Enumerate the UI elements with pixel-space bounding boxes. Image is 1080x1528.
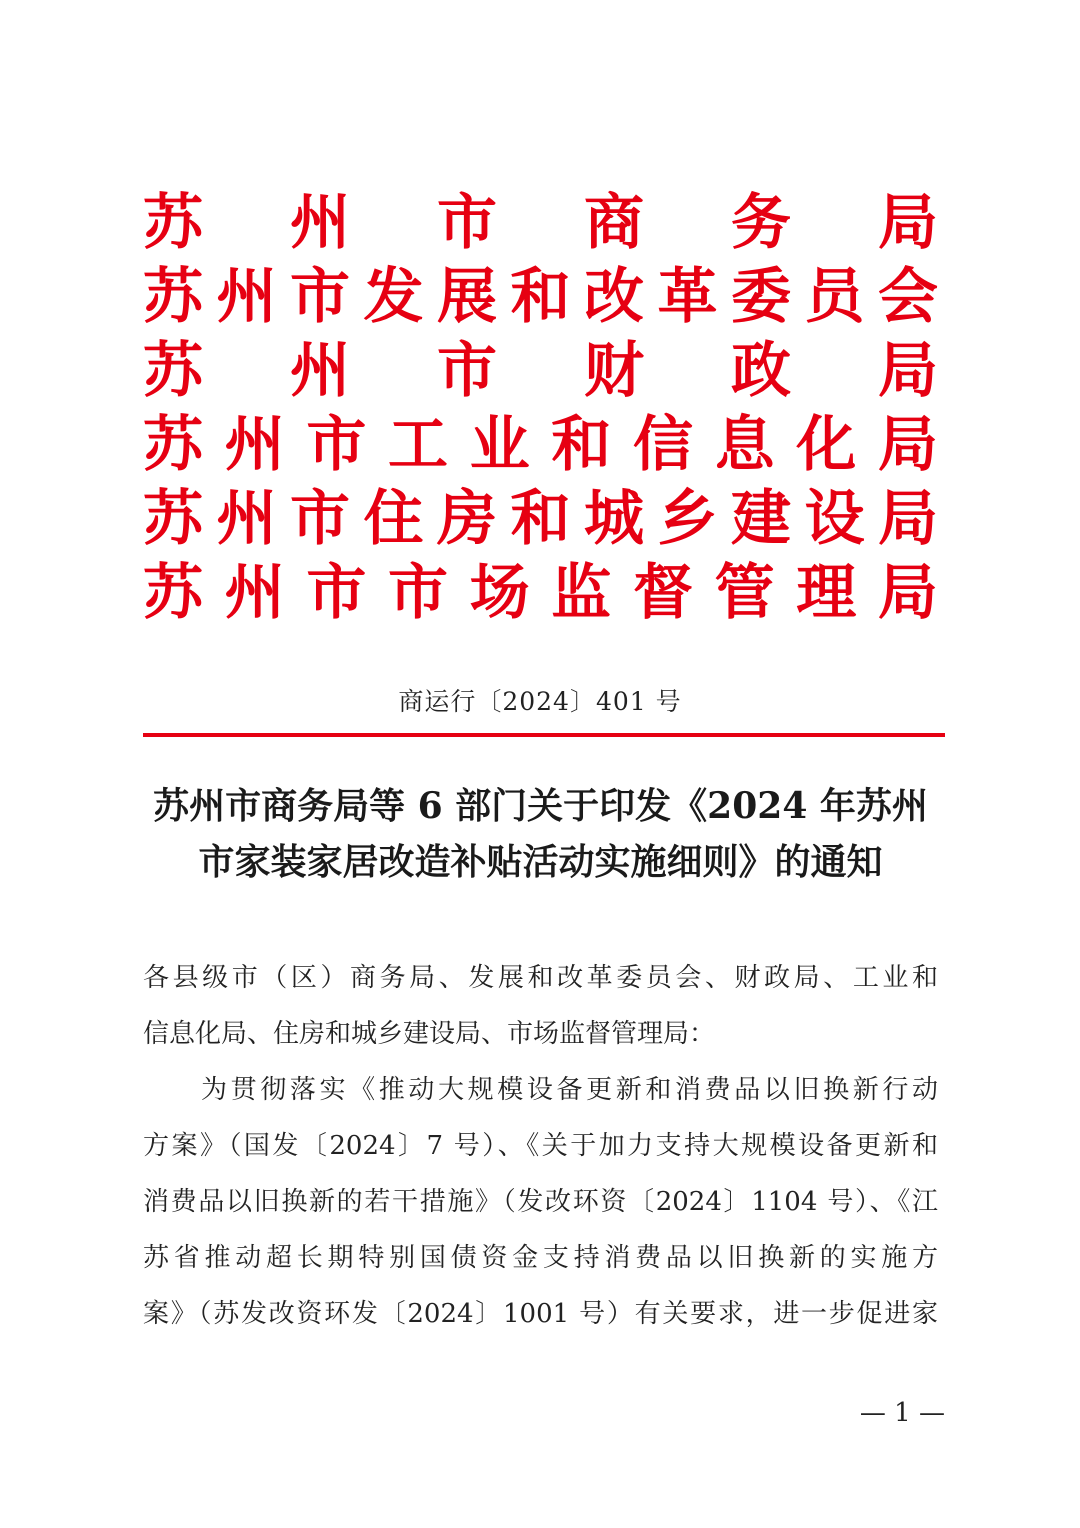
paragraph-line-4: 苏省推动超长期特别国债资金支持消费品以旧换新的实施方 bbox=[143, 1243, 938, 1273]
agency-name-commerce bbox=[143, 186, 938, 260]
agency-char: 局 bbox=[878, 188, 938, 258]
title-line-1: 苏州市商务局等 6 部门关于印发《2024 年苏州 bbox=[153, 785, 928, 827]
agency-char: 场 bbox=[469, 558, 530, 628]
agency-char: 苏 bbox=[143, 336, 203, 406]
agency-char: 发 bbox=[363, 262, 424, 332]
agency-char: 会 bbox=[878, 262, 938, 332]
agency-char: 乡 bbox=[657, 484, 718, 554]
agency-char: 督 bbox=[632, 558, 693, 628]
agency-char: 建 bbox=[731, 484, 791, 554]
agency-char: 改 bbox=[584, 262, 644, 332]
agency-char: 苏 bbox=[143, 262, 203, 332]
agency-char: 苏 bbox=[143, 558, 203, 628]
agency-char: 息 bbox=[714, 410, 775, 480]
agency-char: 局 bbox=[878, 484, 938, 554]
agency-char: 州 bbox=[224, 558, 285, 628]
agency-char: 商 bbox=[584, 188, 644, 258]
agency-char: 局 bbox=[877, 558, 938, 628]
paragraph-line-5: 案》（苏发改资环发〔2024〕1001 号）有关要求，进一步促进家 bbox=[143, 1299, 938, 1329]
agency-char: 局 bbox=[878, 336, 938, 406]
agency-char: 委 bbox=[731, 262, 791, 332]
agency-char: 州 bbox=[224, 410, 285, 480]
agency-name-industry-it bbox=[143, 408, 938, 482]
agency-char: 市 bbox=[290, 262, 350, 332]
addressee-line-1: 各县级市（区）商务局、发展和改革委员会、财政局、工业和 bbox=[143, 963, 938, 993]
addressee-line-2: 信息化局、住房和城乡建设局、市场监督管理局： bbox=[143, 1019, 716, 1049]
agency-char: 革 bbox=[657, 262, 718, 332]
agency-char: 市 bbox=[437, 188, 497, 258]
agency-char: 市 bbox=[387, 558, 448, 628]
agency-char: 工 bbox=[387, 410, 448, 480]
agency-char: 房 bbox=[437, 484, 497, 554]
agency-char: 理 bbox=[796, 558, 857, 628]
agency-char: 和 bbox=[510, 262, 571, 332]
agency-char: 市 bbox=[437, 336, 497, 406]
page-number: — 1 — bbox=[859, 1398, 945, 1428]
agency-char: 州 bbox=[290, 336, 350, 406]
agency-char: 苏 bbox=[143, 410, 203, 480]
agency-char: 化 bbox=[796, 410, 857, 480]
agency-char: 苏 bbox=[143, 188, 203, 258]
agency-char: 财 bbox=[584, 336, 644, 406]
agency-header bbox=[143, 186, 938, 630]
document-number: 商运行〔2024〕401 号 bbox=[398, 687, 682, 716]
agency-char: 苏 bbox=[143, 484, 203, 554]
paragraph-line-3: 消费品以旧换新的若干措施》（发改环资〔2024〕1104 号）、《江 bbox=[143, 1187, 938, 1217]
agency-char: 政 bbox=[731, 336, 791, 406]
paragraph-line-1: 为贯彻落实《推动大规模设备更新和消费品以旧换新行动 bbox=[201, 1075, 938, 1105]
agency-char: 展 bbox=[437, 262, 497, 332]
agency-char: 住 bbox=[363, 484, 424, 554]
agency-char: 市 bbox=[290, 484, 350, 554]
agency-name-market-regulation bbox=[143, 556, 938, 630]
title-line-2: 市家装家居改造补贴活动实施细则》的通知 bbox=[198, 841, 883, 883]
agency-char: 设 bbox=[804, 484, 865, 554]
red-divider bbox=[143, 733, 945, 737]
agency-char: 和 bbox=[510, 484, 571, 554]
agency-char: 城 bbox=[584, 484, 644, 554]
paragraph-line-2: 方案》（国发〔2024〕7 号）、《关于加力支持大规模设备更新和 bbox=[143, 1131, 938, 1161]
document-title bbox=[143, 778, 938, 890]
agency-char: 州 bbox=[216, 262, 277, 332]
agency-char: 员 bbox=[804, 262, 865, 332]
agency-char: 局 bbox=[877, 410, 938, 480]
agency-char: 监 bbox=[551, 558, 612, 628]
agency-char: 业 bbox=[469, 410, 530, 480]
agency-char: 州 bbox=[216, 484, 277, 554]
document-body bbox=[143, 950, 938, 1342]
agency-char: 市 bbox=[306, 558, 367, 628]
agency-char: 信 bbox=[632, 410, 693, 480]
agency-name-development-reform bbox=[143, 260, 938, 334]
agency-name-housing bbox=[143, 482, 938, 556]
agency-char: 市 bbox=[306, 410, 367, 480]
agency-char: 和 bbox=[551, 410, 612, 480]
agency-char: 管 bbox=[714, 558, 775, 628]
agency-char: 务 bbox=[731, 188, 791, 258]
agency-name-finance bbox=[143, 334, 938, 408]
agency-char: 州 bbox=[290, 188, 350, 258]
